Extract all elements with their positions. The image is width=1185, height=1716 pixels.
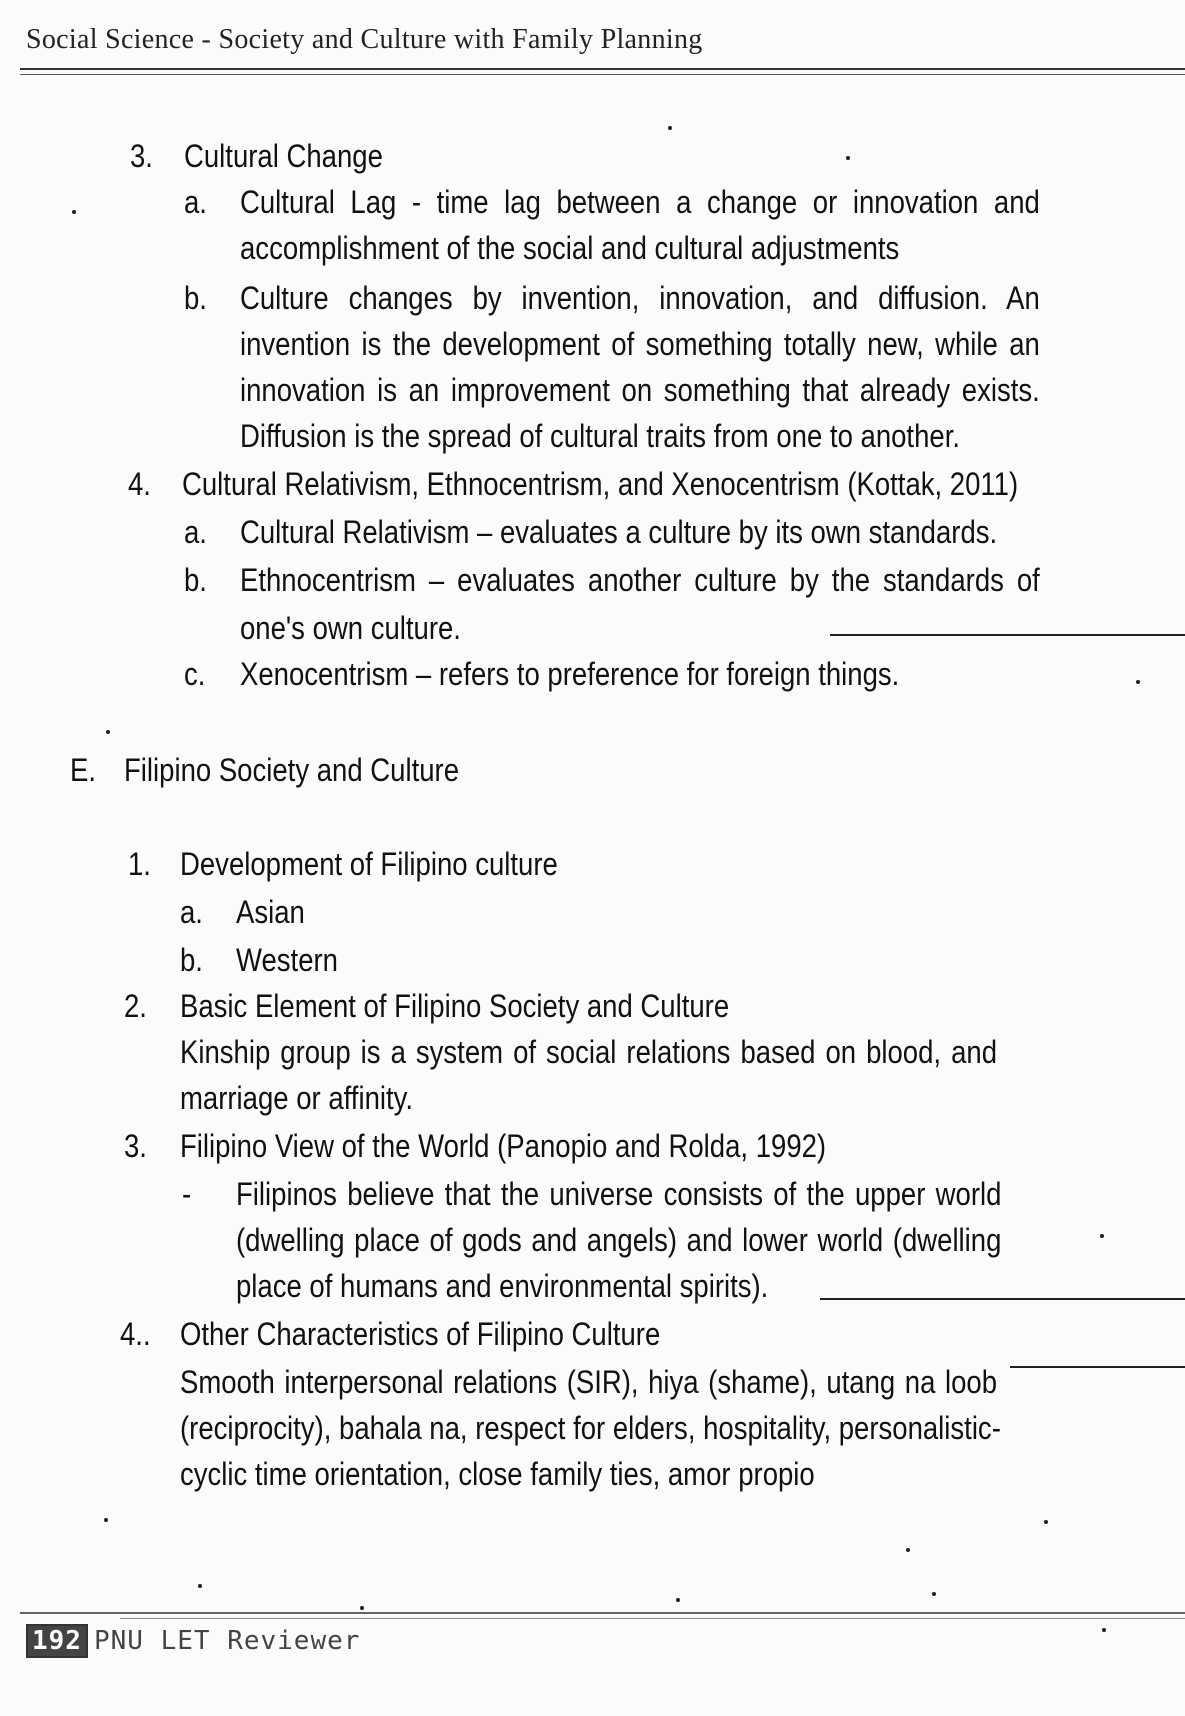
scan-speck [906, 1548, 910, 1552]
margin-rule [1010, 1366, 1185, 1368]
item-number: 4.. [120, 1316, 151, 1352]
text-line: Filipinos believe that the universe consists of the upper world [236, 1176, 1002, 1212]
text-line: innovation is an improvement on something that already exists. [240, 372, 1040, 408]
scan-speck [72, 210, 76, 214]
bullet-dash: - [182, 1176, 192, 1212]
sub-label: c. [184, 656, 206, 692]
text-line: Western [236, 942, 338, 978]
page-footer [26, 1624, 360, 1658]
scan-speck [676, 1598, 680, 1602]
text-line: Cultural Relativism – evaluates a culture by its own standards. [240, 514, 998, 550]
item-number: 1. [128, 846, 151, 882]
text-line: Diffusion is the spread of cultural traits from one to another. [240, 418, 960, 454]
header-title: Social Science - Society and Culture with Family Planning [26, 24, 703, 55]
scan-speck [932, 1592, 936, 1596]
sub-label: b. [184, 562, 207, 598]
scan-speck [1136, 680, 1140, 684]
sub-label: a. [184, 514, 207, 550]
section-label: E. [70, 752, 97, 788]
text-line: Ethnocentrism – evaluates another culture by the standards of [240, 562, 1040, 598]
text-line: Culture changes by invention, innovation, and diffusion. An [240, 280, 1040, 316]
text-line: cyclic time orientation, close family ties, amor propio [180, 1456, 815, 1492]
text-line: one's own culture. [240, 610, 461, 646]
sub-label: b. [180, 942, 203, 978]
item-title: Cultural Change [184, 138, 383, 174]
text-line: invention is the development of something totally new, while an [240, 326, 1040, 362]
section-title: Filipino Society and Culture [124, 752, 459, 788]
item-number: 4. [128, 466, 151, 502]
scan-speck [1102, 1628, 1106, 1632]
text-line: Xenocentrism – refers to preference for foreign things. [240, 656, 900, 692]
text-line: Asian [236, 894, 305, 930]
scan-speck [1100, 1234, 1104, 1238]
margin-rule [820, 1298, 1185, 1300]
sub-label: b. [184, 280, 207, 316]
scan-speck [846, 156, 850, 160]
header-rule-thin [20, 74, 1185, 75]
item-number: 3. [124, 1128, 147, 1164]
footer-rule [20, 1612, 1185, 1614]
text-line: place of humans and environmental spirits). [236, 1268, 769, 1304]
text-line: marriage or affinity. [180, 1080, 413, 1116]
scan-speck [104, 1518, 108, 1522]
header-rule [20, 68, 1185, 70]
scan-speck [360, 1606, 364, 1610]
text-line: (dwelling place of gods and angels) and lower world (dwelling [236, 1222, 1002, 1258]
sub-label: a. [180, 894, 203, 930]
scan-speck [1044, 1520, 1048, 1524]
footer-text: PNU LET Reviewer [93, 1626, 361, 1656]
page-number: 192 [26, 1624, 88, 1658]
text-line: Kinship group is a system of social relations based on blood, and [180, 1034, 997, 1070]
text-line: (reciprocity), bahala na, respect for elders, hospitality, personalistic- [180, 1410, 1001, 1446]
scan-speck [668, 126, 672, 130]
scan-speck [106, 730, 110, 734]
sub-label: a. [184, 184, 207, 220]
item-title: Filipino View of the World (Panopio and Rolda, 1992) [180, 1128, 827, 1164]
text-line: accomplishment of the social and cultural adjustments [240, 230, 900, 266]
item-title: Cultural Relativism, Ethnocentrism, and Xenocentrism (Kottak, 2011) [182, 466, 1019, 502]
footer-rule-thin [120, 1618, 1185, 1619]
item-title: Basic Element of Filipino Society and Culture [180, 988, 730, 1024]
scan-speck [198, 1584, 202, 1588]
item-title: Development of Filipino culture [180, 846, 558, 882]
item-number: 2. [124, 988, 147, 1024]
margin-rule [830, 634, 1185, 636]
item-number: 3. [130, 138, 153, 174]
text-line: Cultural Lag - time lag between a change or innovation and [240, 184, 1040, 220]
item-title: Other Characteristics of Filipino Culture [180, 1316, 661, 1352]
text-line: Smooth interpersonal relations (SIR), hiya (shame), utang na loob [180, 1364, 997, 1400]
